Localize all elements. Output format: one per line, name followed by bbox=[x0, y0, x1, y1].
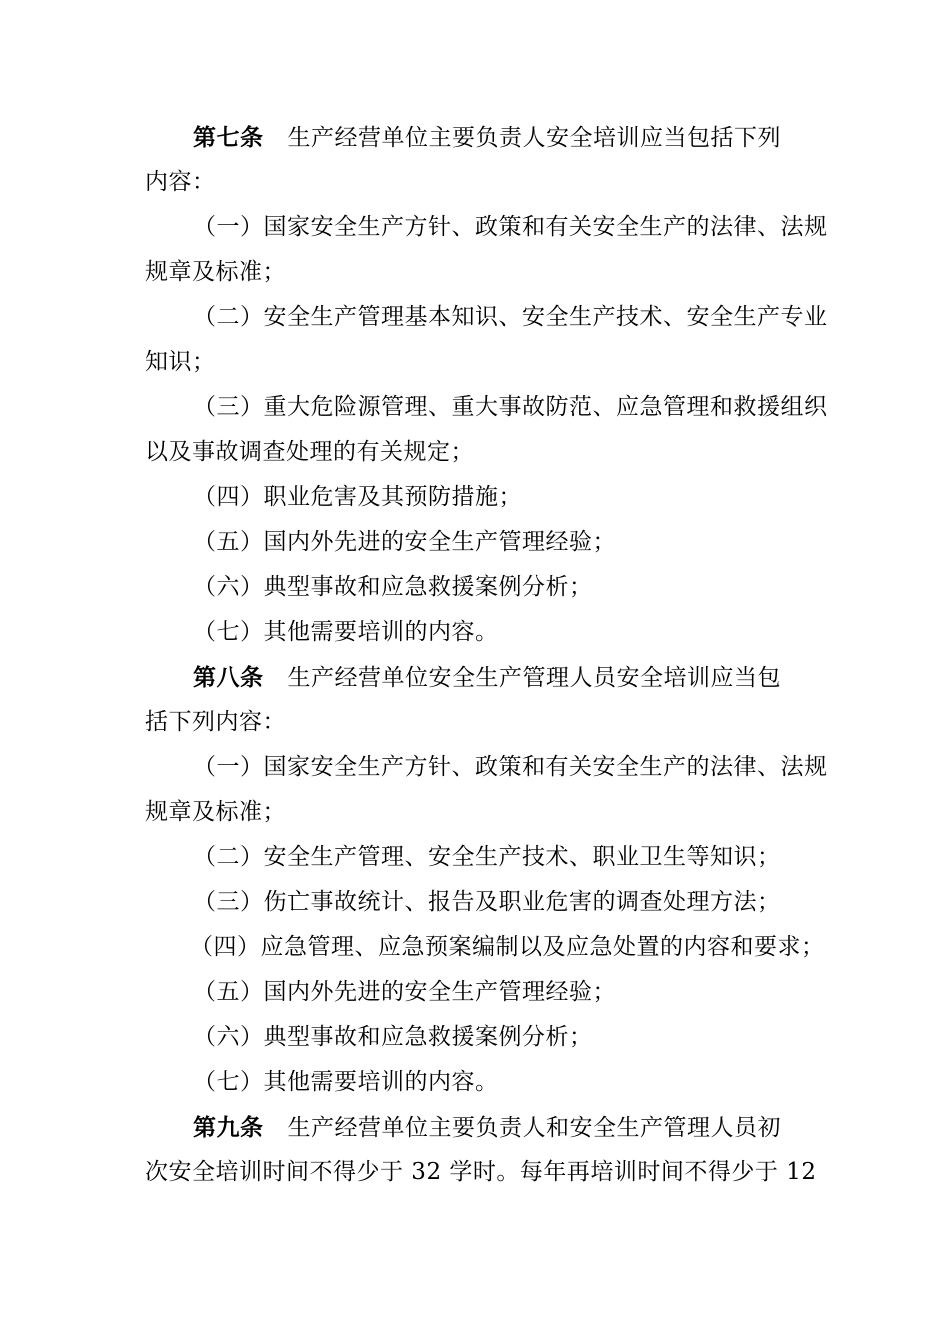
article-7-item-7: （七）其他需要培训的内容。 bbox=[193, 619, 499, 645]
article-9-label: 第九条 bbox=[193, 1114, 264, 1141]
article-7-continuation: 内容： bbox=[145, 169, 216, 195]
article-7-item-3-line-2: 以及事故调查处理的有关规定； bbox=[145, 439, 474, 465]
article-7-item-3-line-1: （三）重大危险源管理、重大事故防范、应急管理和救援组织 bbox=[193, 394, 828, 420]
article-7-heading-line bbox=[145, 115, 815, 160]
article-7-label: 第七条 bbox=[193, 124, 264, 151]
article-8-item-2: （二）安全生产管理、安全生产技术、职业卫生等知识； bbox=[193, 844, 781, 870]
article-9-heading-line bbox=[145, 1105, 815, 1150]
article-7-item-5: （五）国内外先进的安全生产管理经验； bbox=[193, 529, 616, 555]
article-7-item-4: （四）职业危害及其预防措施； bbox=[193, 484, 522, 510]
article-9-continuation: 次安全培训时间不得少于 32 学时。每年再培训时间不得少于 12 bbox=[145, 1159, 817, 1185]
article-8-item-7: （七）其他需要培训的内容。 bbox=[193, 1069, 499, 1095]
article-7-item-6: （六）典型事故和应急救援案例分析； bbox=[193, 574, 593, 600]
article-7-item-1-line-1: （一）国家安全生产方针、政策和有关安全生产的法律、法规 bbox=[193, 214, 828, 240]
article-8-item-3: （三）伤亡事故统计、报告及职业危害的调查处理方法； bbox=[193, 889, 781, 915]
article-7-item-2-line-2: 知识； bbox=[145, 349, 216, 375]
article-8-item-5: （五）国内外先进的安全生产管理经验； bbox=[193, 979, 616, 1005]
article-8-heading-line bbox=[145, 655, 815, 700]
document-page bbox=[145, 115, 828, 1195]
article-8-item-6: （六）典型事故和应急救援案例分析； bbox=[193, 1024, 593, 1050]
article-7-item-1-line-2: 规章及标准； bbox=[145, 259, 286, 285]
article-8-label: 第八条 bbox=[193, 664, 264, 691]
article-8-first-line: 生产经营单位安全生产管理人员安全培训应当包 bbox=[287, 665, 781, 691]
article-8-item-1-line-2: 规章及标准； bbox=[145, 799, 286, 825]
article-9-first-line: 生产经营单位主要负责人和安全生产管理人员初 bbox=[287, 1115, 781, 1141]
article-8-item-1-line-1: （一）国家安全生产方针、政策和有关安全生产的法律、法规 bbox=[193, 754, 828, 780]
article-7-first-line: 生产经营单位主要负责人安全培训应当包括下列 bbox=[287, 125, 781, 151]
article-8-item-4: （四）应急管理、应急预案编制以及应急处置的内容和要求； bbox=[190, 934, 825, 960]
article-8-continuation: 括下列内容： bbox=[145, 709, 286, 735]
article-7-item-2-line-1: （二）安全生产管理基本知识、安全生产技术、安全生产专业 bbox=[193, 304, 828, 330]
